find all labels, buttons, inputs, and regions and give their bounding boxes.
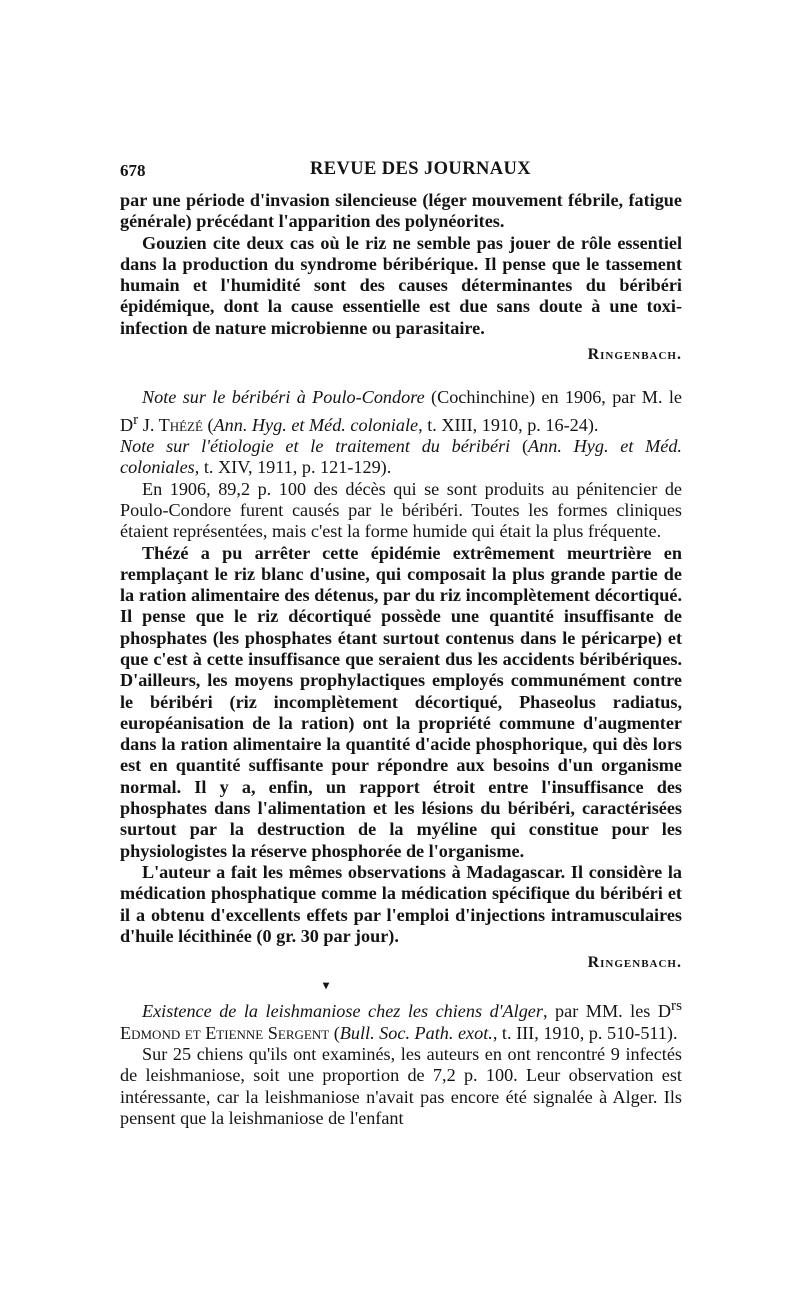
citation-text: (Cochinchine) en 1906, par M. le D: [120, 387, 682, 435]
paragraph: Sur 25 chiens qu'ils ont examinés, les auteurs en ont rencontré 9 infectés de leishmaniose, soit une proportion de 7,2 p. 100. Leur observation est intéressante, car la leishmaniose n'avait pas encore été signalée à Alger. Ils pensent que la leishmaniose de l'enfant: [120, 1044, 682, 1128]
journal-title: REVUE DES JOURNAUX: [310, 159, 531, 179]
citation-text: , t. XIV, 1911, p. 121-129).: [194, 457, 392, 478]
spacer: [120, 365, 682, 387]
paragraph: par une période d'invasion silencieuse (léger mouvement fébrile, fatigue générale) précédant l'apparition des polynéorites.: [120, 190, 682, 232]
page-number: 678: [120, 161, 146, 180]
citation: [120, 436, 682, 479]
citation: [120, 387, 682, 436]
citation-text: (: [202, 414, 214, 435]
body-text: [120, 190, 682, 1129]
printer-mark: ▾: [322, 978, 330, 993]
running-head: [120, 157, 682, 187]
paragraph: En 1906, 89,2 p. 100 des décès qui se sont produits au pénitencier de Poulo-Condore furent causés par le béribéri. Toutes les formes cliniques étaient représentées, mais c'est la forme humide qui était la plus fréquente.: [120, 478, 682, 542]
citation-text: , par MM. les D: [542, 1001, 672, 1022]
reviewer-signature: Ringenbach.: [587, 346, 682, 364]
paragraph: Thézé a pu arrêter cette épidémie extrêmement meurtrière en remplaçant le riz blanc d'usine, qui composait la plus grande partie de la ration alimentaire des détenus, par du riz incomplètement décortiqué. Il pense que le riz décortiqué possède une quantité insuffisante de phosphates (les phosphates étant surtout contenus dans le péricarpe) et que c'est à cette insuffisance que seraient dus les accidents béribériques. D'ailleurs, les moyens prophylactiques employés communément contre le béribéri (riz incomplètement décortiqué, Phaseolus radiatus, européanisation de la ration) ont la propriété commune d'augmenter dans la ration alimentaire la quantité d'acide phosphorique, qui dès lors est en quantité suffisante pour répondre aux besoins d'un organisme normal. Il y a, enfin, un rapport étroit entre l'insuffisance des phosphates dans l'alimentation et les lésions du béribéri, caractérisées surtout par la destruction de la myéline qui constitue pour les physiologistes la réserve phosphorée de l'organisme.: [120, 542, 682, 861]
citation-text: , t. III, 1910, p. 510-511).: [492, 1022, 678, 1043]
citation-text: (: [510, 436, 529, 457]
citation-journal: Ann. Hyg. et Méd. coloniales: [120, 436, 682, 478]
paragraph: L'auteur a fait les mêmes observations à Madagascar. Il considère la médication phosphatique comme la médication spécifique du béribéri et il a obtenu d'excellents effets par l'emploi d'injections intramusculaires d'huile lécithinée (0 gr. 30 par jour).: [120, 861, 682, 946]
citation-superscript: rs: [671, 997, 682, 1015]
citation-title: Existence de la leishmaniose chez les chiens d'Alger: [142, 1001, 543, 1022]
citation-text: , t. XIII, 1910, p. 16-24).: [418, 414, 599, 435]
citation-title: Note sur l'étiologie et le traitement du béribéri: [120, 436, 511, 457]
citation-journal: Ann. Hyg. et Méd. coloniale: [213, 414, 419, 435]
paragraph: Gouzien cite deux cas où le riz ne semble pas jouer de rôle essentiel dans la production du syndrome béribérique. Il pense que le tassement humain et l'humidité sont des causes déterminantes du béribéri épidémique, dont la cause essentielle est due sans doute à une toxi-infection de nature microbienne ou parasitaire.: [120, 232, 682, 338]
citation-author: J. Thézé: [138, 414, 203, 435]
citation: [120, 995, 682, 1044]
reviewer-signature: Ringenbach.: [587, 954, 682, 972]
citation-superscript: r: [133, 410, 139, 428]
citation-title: Note sur le béribéri à Poulo-Condore: [142, 387, 425, 408]
citation-authors: Edmond et Etienne Sergent: [120, 1022, 330, 1043]
citation-text: (: [329, 1022, 340, 1043]
citation-journal: Bull. Soc. Path. exot.: [339, 1022, 493, 1043]
